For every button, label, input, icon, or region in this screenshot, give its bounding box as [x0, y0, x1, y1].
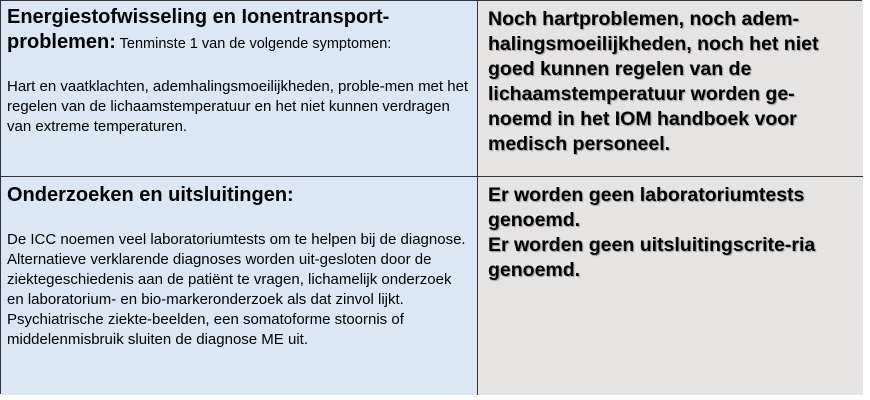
- energy-heading-suffix: Tenminste 1 van de volgende symptomen:: [115, 36, 392, 52]
- energy-heading-line2: problemen:: [7, 31, 116, 53]
- energy-iom-text: Noch hartproblemen, noch adem-halingsmoeilijkheden, noch het niet goed kunnen regelen van de lichaamstemperatuur worden ge-noemd in het IOM handboek voor medisch personeel.: [488, 8, 819, 155]
- tests-heading: Onderzoeken en uitsluitingen:: [7, 184, 294, 206]
- tests-iom-text-1: Er worden geen laboratoriumtests genoemd.: [488, 184, 805, 231]
- cell-energy-iom: [478, 1, 863, 177]
- energy-heading-line1: Energiestofwisseling en Ionentransport-: [7, 6, 390, 28]
- cell-tests-iom: [478, 177, 863, 395]
- energy-body: Hart en vaatklachten, ademhalingsmoeilijkheden, proble-men met het regelen van de lichaamstemperatuur en het niet kunnen verdragen van extreme temperaturen.: [7, 78, 469, 135]
- tests-iom-text-2: Er worden geen uitsluitingscrite-ria genoemd.: [488, 234, 816, 281]
- energy-heading: [7, 5, 471, 57]
- cell-energy-icc: [1, 1, 478, 177]
- tests-body: De ICC noemen veel laboratoriumtests om te helpen bij de diagnose. Alternatieve verklarende diagnoses worden uit-gesloten door de ziektegeschiedenis aan de patiënt te vragen, lichamelijk onderzoek en laboratorium- en bio-markeronderzoek als dat zinvol lijkt. Psychiatrische ziekte-beelden, een somatoforme stoornis of middelenmisbruik sluiten de diagnose ME uit.: [7, 231, 466, 348]
- cell-tests-icc: [1, 177, 478, 395]
